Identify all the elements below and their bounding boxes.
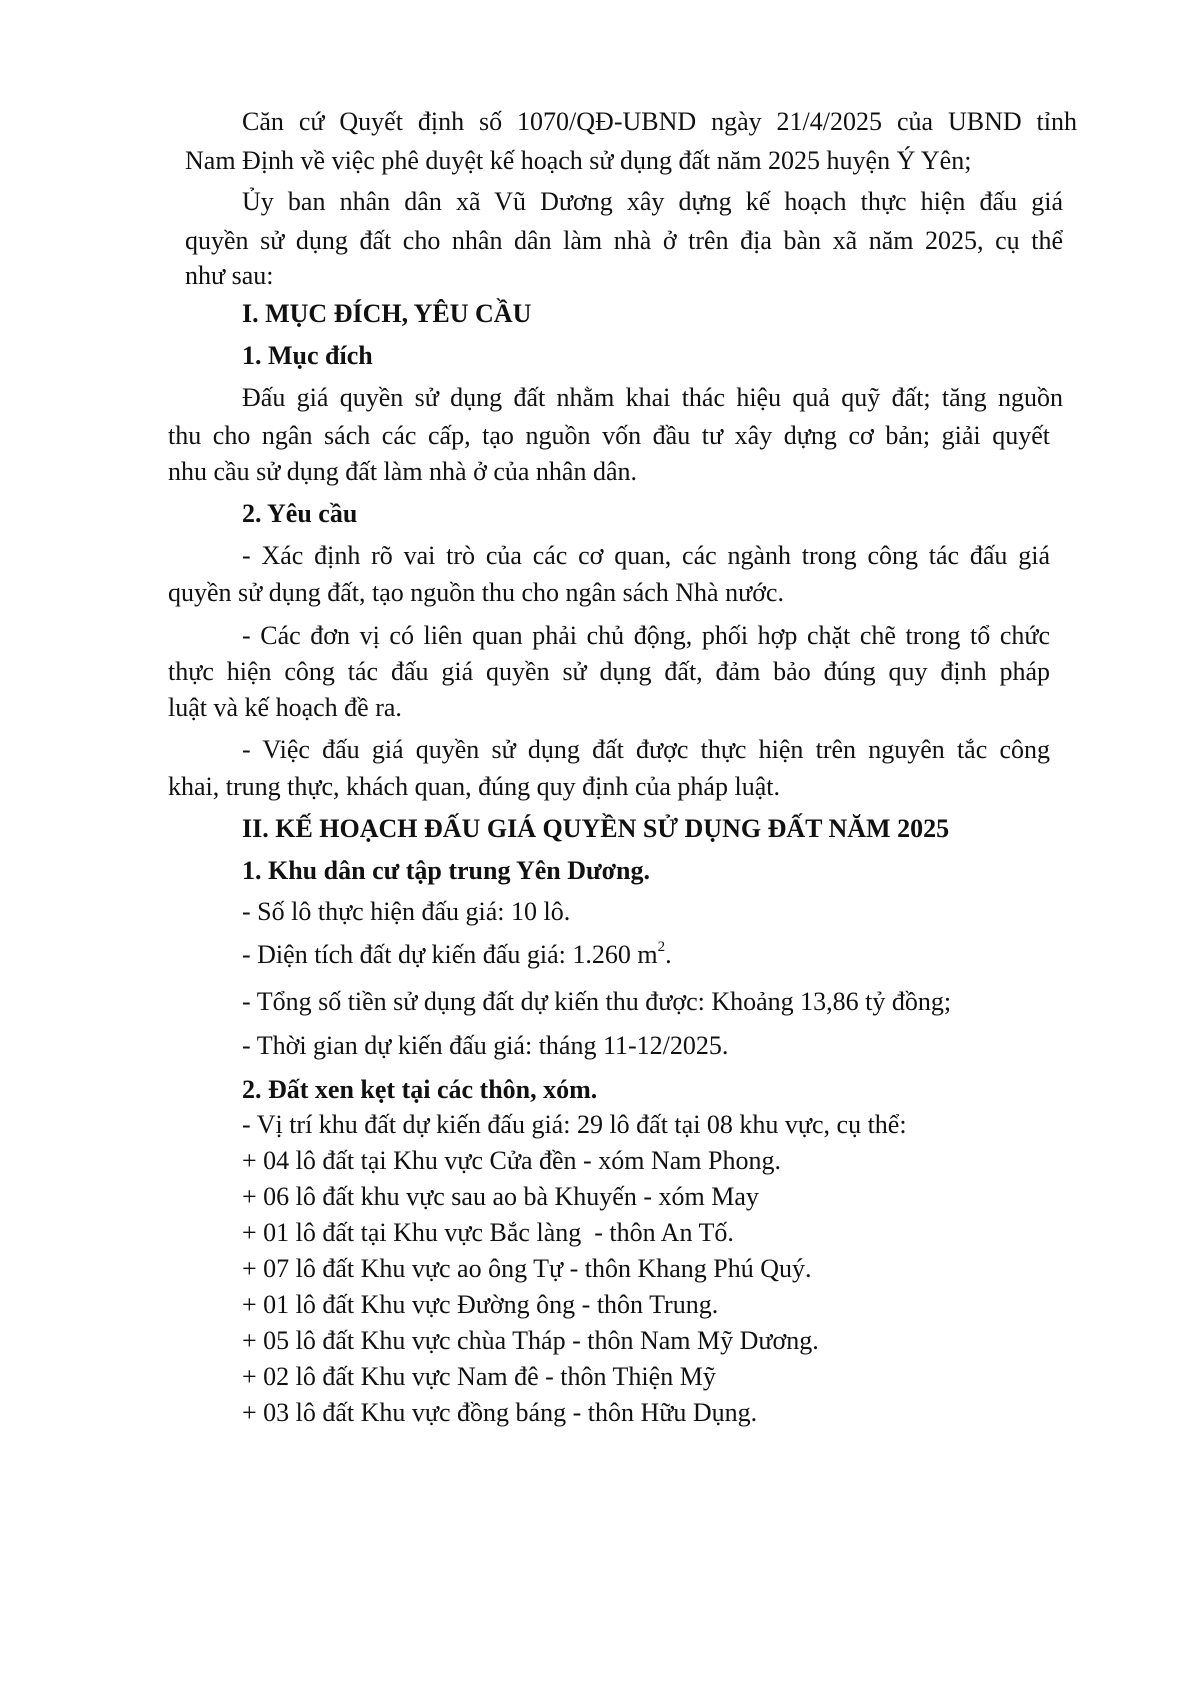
- list-item: + 01 lô đất Khu vực Đường ông - thôn Trung.: [242, 1290, 719, 1319]
- list-item: + 04 lô đất tại Khu vực Cửa đền - xóm Nam Phong.: [242, 1146, 781, 1175]
- area: [242, 940, 672, 970]
- area-text: - Diện tích đất dự kiến đấu giá: 1.260 m: [242, 940, 658, 969]
- intro-p2-line2: quyền sử dụng đất cho nhân dân làm nhà ở trên địa bàn xã năm 2025, cụ thể: [185, 226, 1063, 255]
- intro-p1-line2: Nam Định về việc phê duyệt kế hoạch sử dụng đất năm 2025 huyện Ý Yên;: [185, 146, 972, 175]
- location: - Vị trí khu đất dự kiến đấu giá: 29 lô đất tại 08 khu vực, cụ thể:: [242, 1110, 907, 1139]
- section1-heading: I. MỤC ĐÍCH, YÊU CẦU: [242, 299, 532, 328]
- purpose-line3: nhu cầu sử dụng đất làm nhà ở của nhân dân.: [168, 457, 637, 486]
- list-item: + 03 lô đất Khu vực đồng báng - thôn Hữu Dụng.: [242, 1398, 758, 1427]
- list-item: + 07 lô đất Khu vực ao ông Tự - thôn Khang Phú Quý.: [242, 1254, 812, 1283]
- intro-p2-line1: Ủy ban nhân dân xã Vũ Dương xây dựng kế hoạch thực hiện đấu giá: [242, 187, 1063, 216]
- list-item: + 06 lô đất khu vực sau ao bà Khuyến - xóm May: [242, 1182, 759, 1211]
- intro-p2-line3: như sau:: [185, 261, 274, 290]
- section1-sub2-heading: 2. Yêu cầu: [242, 499, 358, 528]
- lots-count: - Số lô thực hiện đấu giá: 10 lô.: [242, 897, 571, 926]
- area-suffix: .: [665, 940, 672, 969]
- area-superscript: 2: [657, 939, 666, 956]
- list-item: + 01 lô đất tại Khu vực Bắc làng - thôn An Tố.: [242, 1218, 734, 1247]
- requirement2-line3: luật và kế hoạch đề ra.: [168, 693, 402, 722]
- section2-heading: II. KẾ HOẠCH ĐẤU GIÁ QUYỀN SỬ DỤNG ĐẤT NĂM 2025: [242, 814, 950, 843]
- requirement1-line1: - Xác định rõ vai trò của các cơ quan, các ngành trong công tác đấu giá: [242, 541, 1050, 570]
- purpose-line2: thu cho ngân sách các cấp, tạo nguồn vốn đầu tư xây dựng cơ bản; giải quyết: [168, 421, 1050, 450]
- requirement1-line2: quyền sử dụng đất, tạo nguồn thu cho ngân sách Nhà nước.: [168, 578, 784, 607]
- auction-time: - Thời gian dự kiến đấu giá: tháng 11-12/2025.: [242, 1031, 729, 1060]
- section2-sub2-heading: 2. Đất xen kẹt tại các thôn, xóm.: [242, 1075, 598, 1104]
- requirement3-line1: - Việc đấu giá quyền sử dụng đất được thực hiện trên nguyên tắc công: [242, 735, 1050, 764]
- section2-sub1-heading: 1. Khu dân cư tập trung Yên Dương.: [242, 856, 650, 885]
- purpose-line1: Đấu giá quyền sử dụng đất nhằm khai thác hiệu quả quỹ đất; tăng nguồn: [242, 383, 1063, 412]
- list-item: + 02 lô đất Khu vực Nam đê - thôn Thiện Mỹ: [242, 1362, 716, 1391]
- requirement2-line2: thực hiện công tác đấu giá quyền sử dụng đất, đảm bảo đúng quy định pháp: [168, 657, 1050, 686]
- list-item: + 05 lô đất Khu vực chùa Tháp - thôn Nam Mỹ Dương.: [242, 1326, 819, 1355]
- requirement2-line1: - Các đơn vị có liên quan phải chủ động, phối hợp chặt chẽ trong tổ chức: [242, 621, 1050, 650]
- requirement3-line2: khai, trung thực, khách quan, đúng quy định của pháp luật.: [168, 772, 780, 801]
- intro-p1-line1: Căn cứ Quyết định số 1070/QĐ-UBND ngày 21/4/2025 của UBND tỉnh: [242, 107, 1077, 136]
- section1-sub1-heading: 1. Mục đích: [242, 341, 373, 370]
- revenue: - Tổng số tiền sử dụng đất dự kiến thu được: Khoảng 13,86 tỷ đồng;: [242, 987, 952, 1016]
